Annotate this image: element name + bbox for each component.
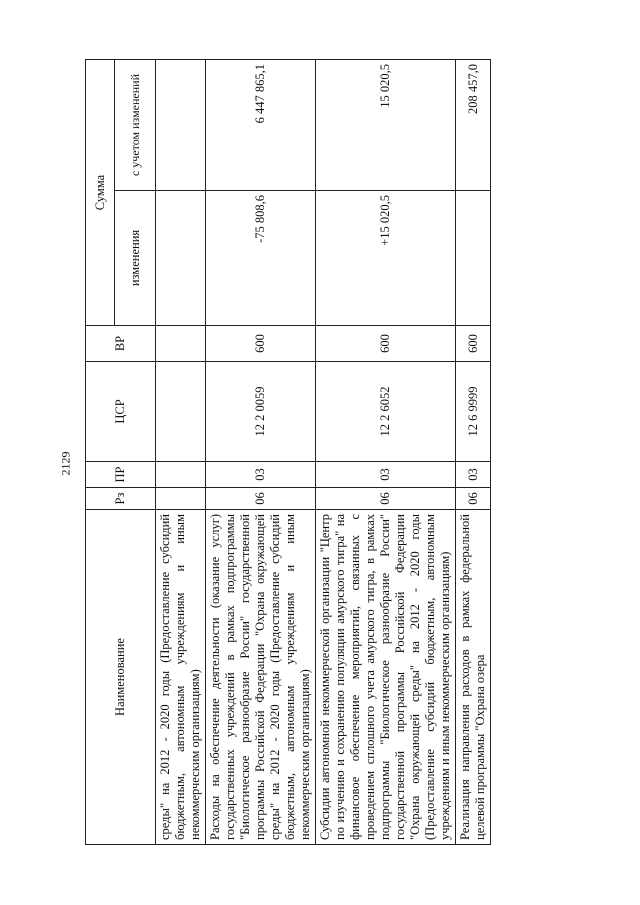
cell-vr: [156, 326, 206, 362]
header-vr: ВР: [86, 326, 156, 362]
cell-pr: [156, 462, 206, 488]
cell-csr: [156, 362, 206, 462]
cell-changes: -75 808,6: [206, 191, 316, 326]
cell-pr: 03: [456, 462, 491, 488]
header-name: Наименование: [86, 510, 156, 845]
header-sum: Сумма: [86, 60, 115, 326]
table-row: [456, 60, 491, 845]
cell-vr: 600: [316, 326, 456, 362]
cell-rz: 06: [206, 488, 316, 510]
cell-rz: [156, 488, 206, 510]
cell-pr: 03: [316, 462, 456, 488]
cell-name: среды" на 2012 - 2020 годы (Предоставление субсидий бюджетным, автономным учреждениям и иным некоммерческим организациям): [156, 510, 206, 845]
budget-table: [85, 59, 491, 845]
header-pr: ПР: [86, 462, 156, 488]
page-number: 2129: [58, 451, 73, 476]
cell-csr: 12 2 0059: [206, 362, 316, 462]
cell-changes: [456, 191, 491, 326]
cell-csr: 12 6 9999: [456, 362, 491, 462]
header-csr: ЦСР: [86, 362, 156, 462]
cell-pr: 03: [206, 462, 316, 488]
cell-total: 208 457,0: [456, 60, 491, 191]
header-with-changes: с учетом изменений: [115, 60, 156, 191]
table-row: [156, 60, 206, 845]
cell-csr: 12 2 6052: [316, 362, 456, 462]
table-header: [86, 60, 156, 845]
cell-rz: 06: [316, 488, 456, 510]
cell-total: [156, 60, 206, 191]
cell-total: 6 447 865,1: [206, 60, 316, 191]
cell-vr: 600: [456, 326, 491, 362]
cell-name: Реализация направления расходов в рамках федеральной целевой программы "Охрана озера: [456, 510, 491, 845]
rotated-page: [85, 60, 565, 845]
cell-name: Субсидии автономной некоммерческой организации "Центр по изучению и сохранению популяции амурского тигра" на финансовое обеспечение мероприятий, связанных с проведением сплошного учета амурского тигра, в рамках подпрограммы "Биологическое разнообразие России" государственной программы Российской Федерации "Охрана окружающей среды" на 2012 - 2020 годы (Предоставление субсидий бюджетным, автономным учреждениям и иным некоммерческим организациям): [316, 510, 456, 845]
header-changes: изменения: [115, 191, 156, 326]
table-row: [316, 60, 456, 845]
cell-vr: 600: [206, 326, 316, 362]
header-rz: Рз: [86, 488, 156, 510]
cell-changes: [156, 191, 206, 326]
cell-changes: +15 020,5: [316, 191, 456, 326]
table-row: [206, 60, 316, 845]
cell-total: 15 020,5: [316, 60, 456, 191]
cell-name: Расходы на обеспечение деятельности (оказание услуг) государственных учреждений в рамках подпрограммы "Биологическое разнообразие России" государственной программы Российской Федерации "Охрана окружающей среды" на 2012 - 2020 годы (Предоставление субсидий бюджетным, автономным учреждениям и иным некоммерческим организациям): [206, 510, 316, 845]
cell-rz: 06: [456, 488, 491, 510]
